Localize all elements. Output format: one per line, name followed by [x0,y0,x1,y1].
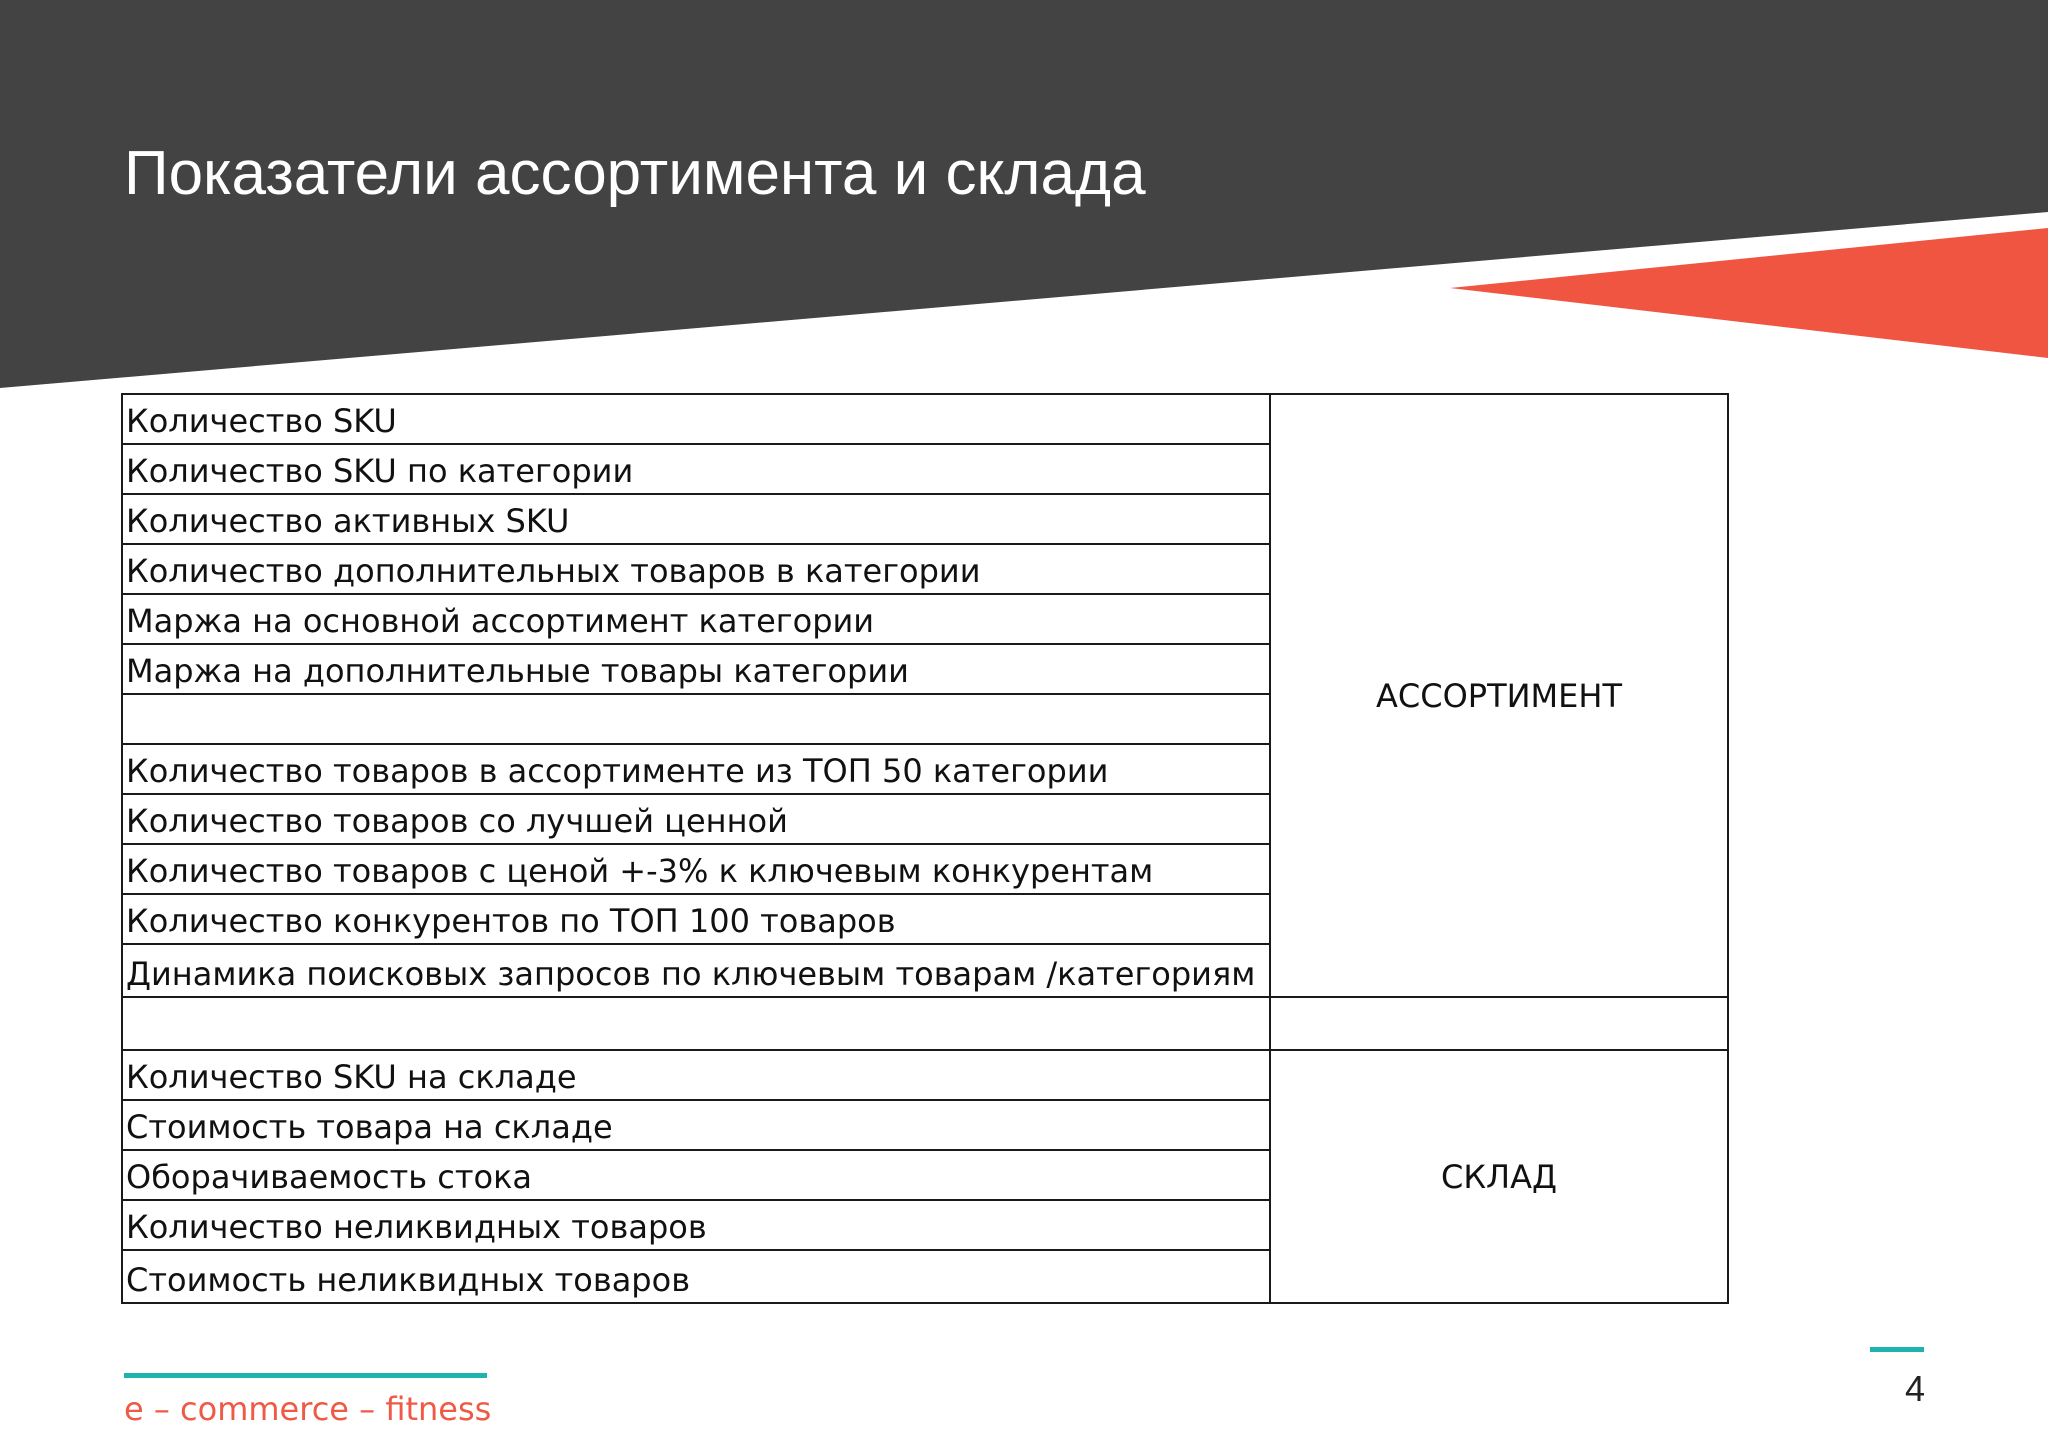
spacer-cell [1270,997,1728,1050]
metric-cell: Количество дополнительных товаров в категории [122,544,1270,594]
table-row [122,1050,1728,1100]
metric-cell: Количество активных SKU [122,494,1270,544]
metric-cell: Количество SKU [122,394,1270,444]
metric-cell: Количество неликвидных товаров [122,1200,1270,1250]
metric-cell-empty [122,694,1270,744]
metric-cell: Стоимость товара на складе [122,1100,1270,1150]
page-number-accent [1870,1347,1924,1352]
metric-cell: Стоимость неликвидных товаров [122,1250,1270,1303]
page-number: 4 [1904,1368,1925,1409]
metric-cell: Количество SKU на складе [122,1050,1270,1100]
slide-title: Показатели ассортимента и склада [124,139,1146,208]
group-label-assortment: АССОРТИМЕНТ [1270,394,1728,997]
metric-cell: Количество конкурентов по ТОП 100 товаров [122,894,1270,944]
metric-cell: Маржа на основной ассортимент категории [122,594,1270,644]
metric-cell: Маржа на дополнительные товары категории [122,644,1270,694]
metric-cell: Количество SKU по категории [122,444,1270,494]
metric-cell: Количество товаров со лучшей ценной [122,794,1270,844]
footer-brand-logo: e – commerce – fitness [124,1390,492,1428]
metrics-table [121,393,1729,1304]
footer-accent-line [124,1373,487,1378]
table-row-spacer [122,997,1728,1050]
table-row [122,394,1728,444]
metric-cell: Динамика поисковых запросов по ключевым товарам /категориям [122,944,1270,997]
spacer-cell [122,997,1270,1050]
group-label-warehouse: СКЛАД [1270,1050,1728,1303]
metric-cell: Количество товаров в ассортименте из ТОП 50 категории [122,744,1270,794]
metric-cell: Количество товаров с ценой +-3% к ключевым конкурентам [122,844,1270,894]
metric-cell: Оборачиваемость стока [122,1150,1270,1200]
